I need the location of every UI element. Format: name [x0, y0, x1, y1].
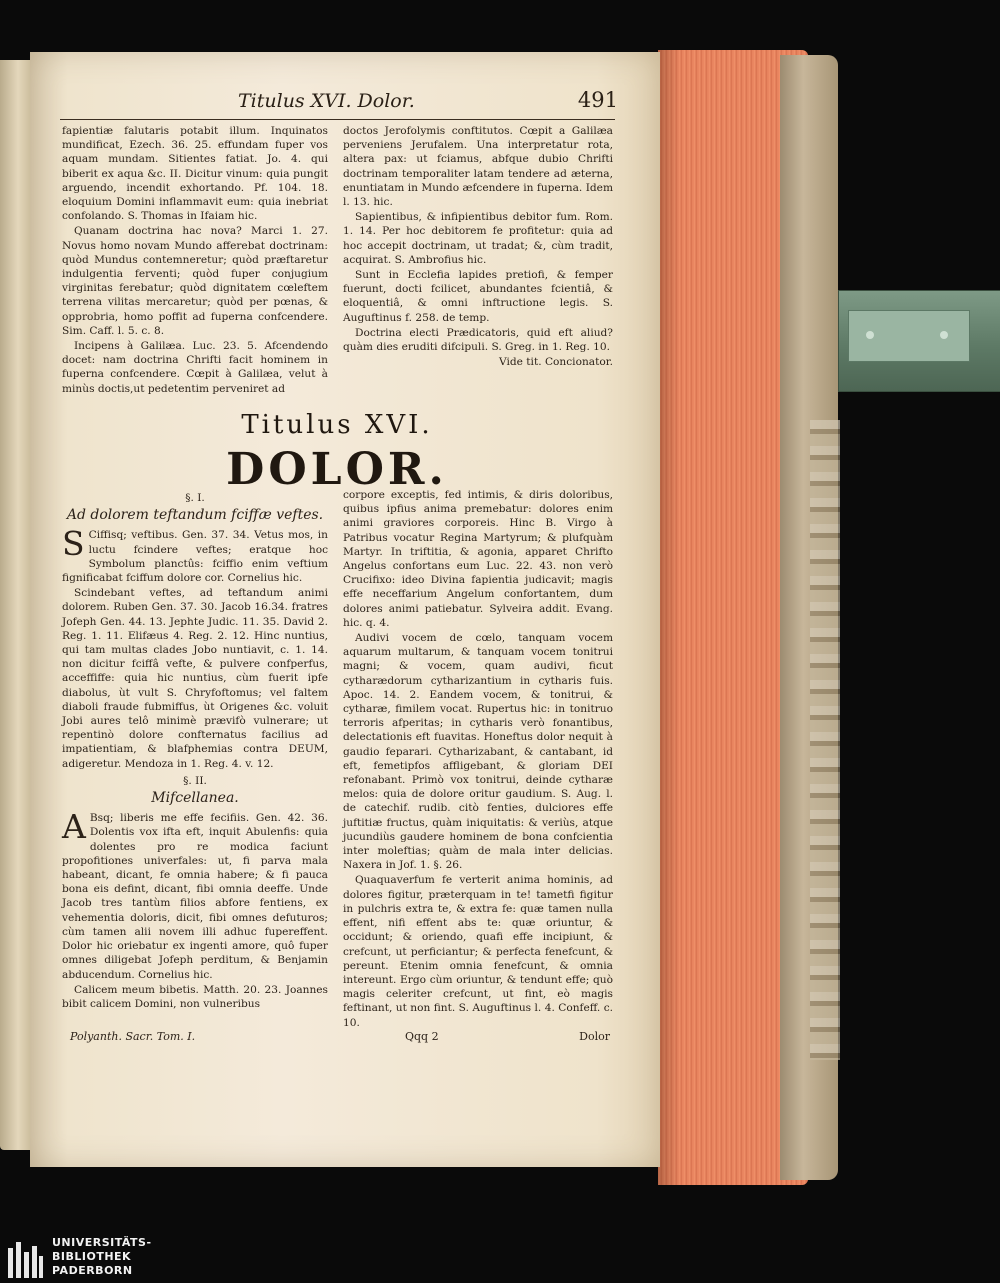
signature-mark: Qqq 2: [405, 1030, 439, 1043]
fore-edge-shadow: [658, 50, 680, 1185]
section-heading: Ad dolorem teftandum fciffæ veftes.: [66, 507, 324, 524]
paragraph: [62, 807, 328, 981]
cross-reference: Vide tit. Concionator.: [499, 356, 613, 369]
title-heading: DOLOR.: [226, 444, 448, 495]
paragraph-text: Bsq; liberis me effe fecifiis. Gen. 42. 36. Dolentis vox ifta eft, inquit Abulenfis: quia dolentes pro re modica faciunt propofitiones univerfales: ut, fi parva mala habeant, dicant, fe omnia habere; & fi pauca bona eis defint, dicant, fibi omnia deeffe. Unde Jacob tres tantùm filios abfore fentiens, ex vehementia doloris, dicit, fibi omnes defuturos; cùm tamen alii novem illi adhuc fupereffent. Dolor hic oriebatur ex ingenti amore, quô fuper omnes diligebat Jofeph perditum, & Benjamin abducendum. Cornelius hic.: [62, 812, 328, 981]
cover-wear: [810, 420, 840, 1060]
paragraph: Quaquaverfum fe verterit anima hominis, ad dolores figitur, præterquam in te! tametfi figitur in pulchris extra te, & extra fe: quæ tamen nulla effent, nifi effent abs te: quæ oriuntur, & occidunt; & oriendo, quafi effe incipiunt, & crefcunt, ut perficiantur; & perfecta fenefcunt, & pereunt. Etenim omnia fenefcunt, & omnia intereunt. Ergo cùm oriuntur, & tendunt effe; quò magis celeriter crefcunt, ut fint, eò magis feftinant, ut non fint. S. Auguftinus l. 4. Confeff. c. 10.: [343, 874, 613, 1029]
paragraph: doctos Jerofolymis conftitutos. Cœpit a Galilæa perveniens Jerufalem. Una interpretatur rota, altera pax: ut fciamus, abfque dubio Chrifti doctrinam temporaliter latam tendere ad æterna, enuntiatam in Mundo æfcendere in fuperna. Idem l. 13. hic.: [343, 125, 613, 209]
paragraph: [62, 524, 328, 585]
clasp-pin: [940, 331, 948, 339]
column-1-bottom: [62, 488, 328, 1012]
footer-volume: Polyanth. Sacr. Tom. I.: [70, 1030, 196, 1043]
paragraph: corpore exceptis, fed intimis, & diris doloribus, quibus ipfius anima premebatur: dolores enim animi graviores corporeis. Hinc B. Virgo à Patribus vocatur Regina Martyrum; & plufquàm Martyr. In triftitia, & agonia, apparet Chrifto Angelus confortans eum Luc. 22. 43. non verò Crucifixo: ideo Divina fapientia judicavit; magis effe neceffarium Angelum confortantem, dum dolores animi patiebatur. Sylveira addit. Evang. hic. q. 4.: [343, 489, 613, 629]
drop-cap: S: [62, 524, 85, 564]
library-name-line: PADERBORN: [52, 1264, 133, 1277]
paragraph: Scindebant veftes, ad teftandum animi dolorem. Ruben Gen. 37. 30. Jacob 16.34. fratres Jofeph Gen. 44. 13. Jephte Judic. 11. 35. David 2. Reg. 1. 11. Elifæus 4. Reg. 2. 12. Hinc nuntius, qui tam multas clades Jobo nuntiavit, c. 1. 14. non dicitur fciffâ vefte, & pulvere confperfus, acceffiffe: quia hic nuntius, cùm fuerit ipfe diabolus, ùt vult S. Chryfoftomus; vel faltem diaboli fraude fubmiffus, ùt Origenes &c. voluit Jobi aures telô minimè prævifò vulnerare; ut repentinò dolore confternatus facilius ad impatientiam, & blafphemias contra DEUM, adigeretur. Mendoza in 1. Reg. 4. v. 12.: [62, 587, 328, 770]
title-label: Titulus XVI.: [241, 410, 433, 440]
title-block: [62, 410, 612, 495]
page-number: 491: [577, 88, 618, 112]
paragraph: Doctrina electi Prædicatoris, quid eft aliud? quàm dies eruditi difcipuli. S. Greg. in 1. Reg. 10.: [343, 326, 613, 354]
paragraph: Sapientibus, & infipientibus debitor fum. Rom. 1. 14. Per hoc debitorem fe profitetur: quia ad hoc accepit doctrinam, ut tradat; &, cùm tradit, acquirat. S. Ambrofius hic.: [343, 211, 613, 266]
paragraph: Audivi vocem de cœlo, tanquam vocem aquarum multarum, & tanquam vocem tonitrui magni; & vocem, quam audivi, ficut cytharædorum cytharizantium in cytharis fuis. Apoc. 14. 2. Eandem vocem, & tonitrui, & cytharæ, fimilem vocat. Rupertus hic: in tonitruo terroris afperitas; in cytharis verò fonantibus, delectationis eft fuavitas. Honeftus dolor nequit à gaudio feparari. Cytharizabant, & cantabant, id eft, femetipfos affligebant, & gloriam DEI refonabant. Primò vox tonitrui, deinde cytharæ melos: quia de dolore oritur gaudium. S. Aug. l. de catechif. rudib. citò fenties, dulciores effe juftitiæ fructus, quàm iniquitatis: & veriùs, atque jucundiùs gaudere hominem de bona confcientia inter moleftias; quàm de mala inter delicias. Naxera in Jof. 1. §. 26.: [343, 632, 613, 872]
library-logo-icon: [6, 1238, 46, 1280]
drop-cap: A: [62, 807, 86, 847]
column-2-top: [343, 124, 613, 370]
paragraph-text: Ciffisq; veftibus. Gen. 37. 34. Vetus mos, in luctu fcindere veftes; eratque hoc Symbolum planctûs: fciffio enim veftium fignificabat fciffum dolore cor. Cornelius hic.: [62, 529, 328, 585]
column-1-top: [62, 124, 328, 397]
library-name-line: BIBLIOTHEK: [52, 1250, 132, 1263]
paragraph: Quanam doctrina hac nova? Marci 1. 27. Novus homo novam Mundo afferebat doctrinam: quòd Mundus contemneretur; quòd præftaretur indulgentia ferventi; quòd fuper conjugium virginitas ferebatur; quòd dignitatem cœleftem terrena vilitas mercaretur; quòd per pœnas, & opprobria, homo poffit ad fuperna confcendere. Sim. Caff. l. 5. c. 8.: [62, 225, 328, 337]
left-page-edge: [0, 60, 30, 1150]
paragraph: Calicem meum bibetis. Matth. 20. 23. Joannes bibit calicem Domini, non vulneribus: [62, 983, 328, 1010]
column-2-bottom: [343, 488, 613, 1031]
library-name-line: UNIVERSITÄTS-: [52, 1236, 152, 1249]
page-footer: [62, 1030, 612, 1050]
paragraph: Sunt in Ecclefia lapides pretiofi, & femper fuerunt, docti fcilicet, abundantes fcientiâ, & eloquentiâ, & omni inftructione legis. S. Auguftinus f. 258. de temp.: [343, 269, 613, 324]
clasp-pin: [866, 331, 874, 339]
head-rule: [60, 119, 615, 120]
section-mark: §. I.: [185, 492, 205, 504]
paragraph: Incipens à Galilæa. Luc. 23. 5. Afcendendo docet: nam doctrina Chrifti facit hominem in fuperna confcendere. Cœpit à Galilæa, velut à minùs doctis,ut pedetentim perveniret ad: [62, 340, 328, 395]
section-mark: §. II.: [183, 774, 207, 787]
catchword: Dolor: [579, 1030, 610, 1043]
running-head: [60, 88, 620, 118]
section-heading: Mifcellanea.: [151, 790, 239, 807]
running-head-title: Titulus XVI. Dolor.: [238, 90, 415, 112]
library-name: [52, 1236, 152, 1278]
paragraph: fapientiæ falutaris potabit illum. Inquinatos mundificat, Ezech. 36. 25. effundam fuper vos aquam mundam. Sitientes fatiat. Jo. 4. qui biberit ex aqua &c. II. Dicitur vinum: quia pungit arguendo, incendit exhortando. Pf. 104. 18. eloquium Domini inflammavit eum: quia inebriat confolando. S. Thomas in Ifaiam hic.: [62, 125, 328, 223]
